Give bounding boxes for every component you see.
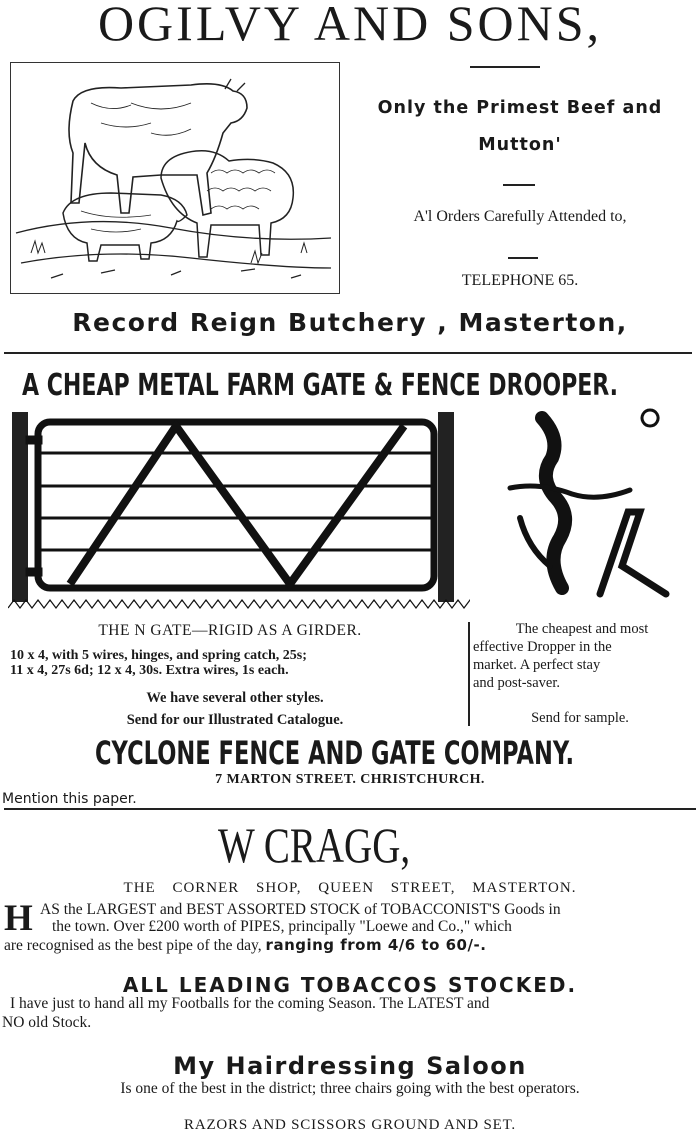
ogilvy-business-name: Record Reign Butchery , Masterton,	[72, 308, 628, 337]
cyclone-cragg-divider	[4, 808, 696, 810]
dropper-line4: and post-saver.	[473, 675, 560, 691]
cragg-stock-line2: the town. Over £200 worth of PIPES, principally "Loewe and Co.," which	[52, 918, 512, 935]
cragg-stock-line3	[4, 936, 486, 955]
cragg-price-range: ranging from 4/6 to 60/-.	[265, 936, 487, 954]
gate-spec-line1: 10 x 4, with 5 wires, hinges, and spring catch, 25s;	[10, 648, 307, 663]
farm-gate-icon	[8, 408, 470, 614]
gate-caption: THE N GATE—RIGID AS A GIRDER.	[98, 622, 362, 639]
livestock-illustration	[10, 62, 340, 294]
dropper-line2: effective Dropper in the	[473, 639, 612, 655]
ogilvy-tagline-line1: Only the Primest Beef and	[377, 98, 663, 118]
ogilvy-orders: A'l Orders Carefully Attended to,	[413, 208, 627, 225]
cragg-line3-text: are recognised as the best pipe of the day,	[4, 937, 262, 954]
footballs-line2: NO old Stock.	[2, 1014, 92, 1031]
footballs-line1: I have just to hand all my Footballs for the coming Season. The LATEST and	[10, 995, 490, 1012]
cragg-stock-line1: AS the LARGEST and BEST ASSORTED STOCK of TOBACCONIST'S Goods in	[40, 901, 561, 918]
n-gate-illustration	[8, 408, 470, 614]
cragg-title	[0, 816, 700, 876]
dropper-line1: The cheapest and most	[515, 621, 649, 637]
cyclone-company-name	[0, 734, 700, 774]
saloon-description: Is one of the best in the district; three chairs going with the best operators.	[120, 1080, 580, 1097]
gate-spec-line2: 11 x 4, 27s 6d; 12 x 4, 30s. Extra wires, 1s each.	[10, 663, 289, 678]
dropper-wire-icon	[480, 398, 680, 608]
ogilvy-title: OGILVY AND SONS,	[97, 0, 603, 51]
ogilvy-telephone: TELEPHONE 65.	[461, 272, 579, 289]
ogilvy-top-rule	[470, 66, 540, 68]
ogilvy-cyclone-divider	[4, 352, 692, 354]
catalogue-offer: Send for our Illustrated Catalogue.	[126, 712, 344, 728]
razors-scissors: RAZORS AND SCISSORS GROUND AND SET.	[184, 1117, 516, 1133]
mention-this-paper: Mention this paper.	[2, 791, 137, 807]
fence-dropper-illustration	[480, 398, 680, 608]
dropper-description	[473, 620, 691, 692]
cyclone-address: 7 MARTON STREET. CHRISTCHURCH.	[215, 772, 485, 787]
ogilvy-dash-1	[503, 184, 535, 186]
cragg-title-text: W CRAGG,	[218, 817, 411, 873]
cattle-sheep-pig-icon	[11, 63, 339, 293]
other-styles: We have several other styles.	[146, 690, 324, 706]
ogilvy-tagline-line2: Mutton'	[478, 135, 562, 155]
tobaccos-stocked: ALL LEADING TOBACCOS STOCKED.	[122, 973, 578, 997]
cyclone-headline: A CHEAP METAL FARM GATE & FENCE DROOPER.	[22, 368, 619, 403]
cragg-address: THE CORNER SHOP, QUEEN STREET, MASTERTON.	[123, 880, 577, 896]
hairdressing-saloon: My Hairdressing Saloon	[173, 1052, 527, 1080]
company-name-text: CYCLONE FENCE AND GATE COMPANY.	[95, 734, 575, 772]
ogilvy-dash-2	[508, 257, 538, 259]
send-for-sample: Send for sample.	[531, 710, 629, 726]
cyclone-column-divider	[468, 622, 470, 726]
dropper-line3: market. A perfect stay	[473, 657, 601, 673]
drop-cap-letter: H	[4, 898, 33, 939]
